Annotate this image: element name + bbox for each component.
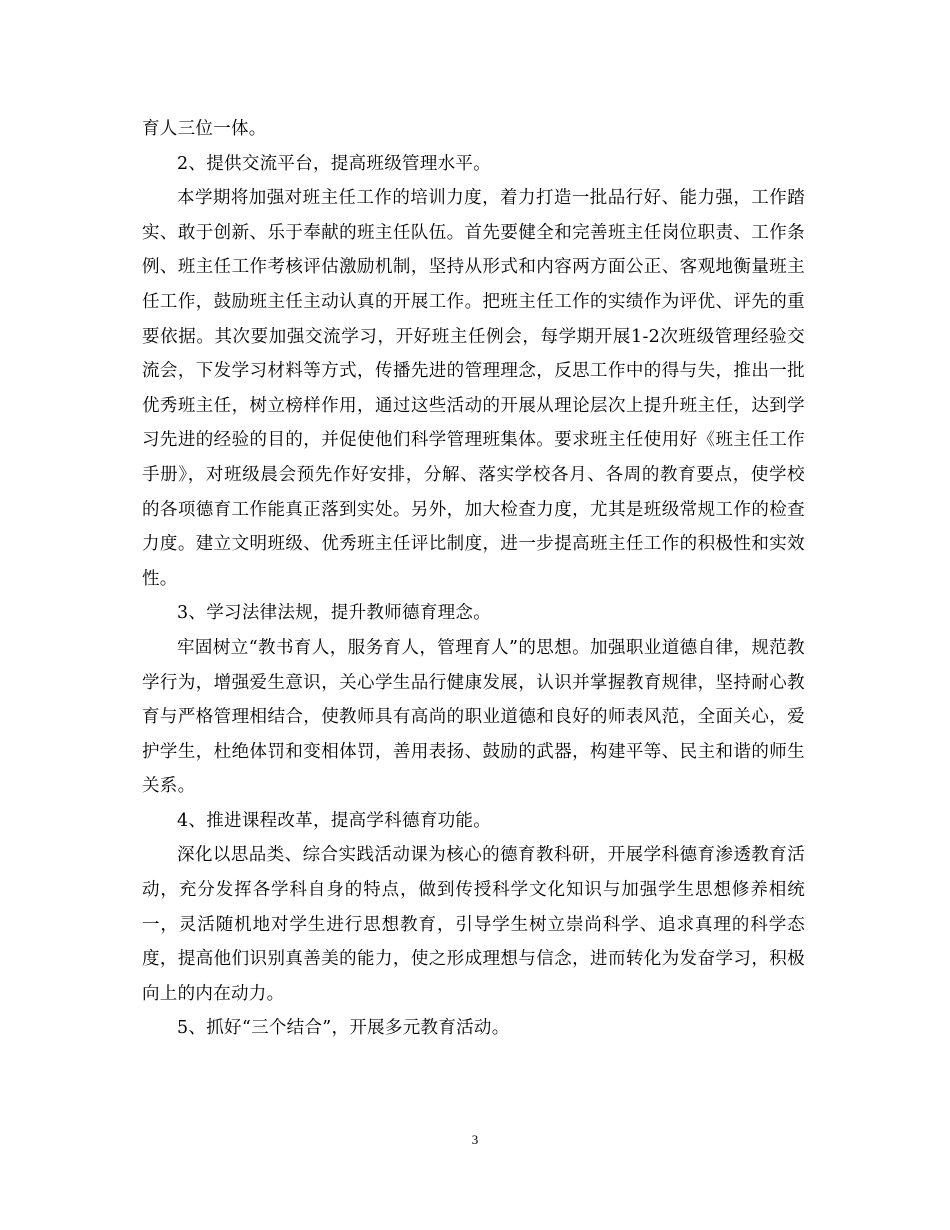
section-heading-5: 5、抓好“三个结合”，开展多元教育活动。 — [177, 1018, 510, 1039]
paragraph: 本学期将加强对班主任工作的培训力度，着力打造一批品行好、能力强，工作踏实、敢于创新、乐于奉献的班主任队伍。首先要健全和完善班主任岗位职责、工作条例、班主任工作考核评估激励机制，坚持从形式和内容两方面公正、客观地衡量班主任工作，鼓励班主任主动认真的开展工作。把班主任工作的实绩作为评优、评先的重要依据。其次要加强交流学习，开好班主任例会，每学期开展1-2次班级管理经验交流会，下发学习材料等方式，传播先进的管理理念，反思工作中的得与失，推出一批优秀班主任，树立榜样作用，通过这些活动的开展从理论层次上提升班主任，达到学习先进的经验的目的，并促使他们科学管理班集体。要求班主任使用好《班主任工作手册》，对班级晨会预先作好安排，分解、落实学校各月、各周的教育要点，使学校的各项德育工作能真正落到实处。另外，加大检查力度，尤其是班级常规工作的检查力度。建立文明班级、优秀班主任评比制度，进一步提高班主任工作的积极性和实效性。 — [142, 188, 805, 589]
paragraph: 深化以思品类、综合实践活动课为核心的德育教科研，开展学科德育渗透教育活动，充分发挥各学科自身的特点，做到传授科学文化知识与加强学生思想修养相统一，灵活随机地对学生进行思想教育，引导学生树立崇尚科学、追求真理的科学态度，提高他们识别真善美的能力，使之形成理想与信念，进而转化为发奋学习，积极向上的内在动力。 — [142, 845, 805, 1004]
page-number: 3 — [471, 1132, 479, 1147]
body-text — [142, 112, 805, 1046]
section-heading-2: 2、提供交流平台，提高班级管理水平。 — [177, 153, 492, 174]
paragraph-continuation: 育人三位一体。 — [142, 119, 267, 139]
section-heading-3: 3、学习法律法规，提升教师德育理念。 — [177, 603, 492, 624]
paragraph: 牢固树立“教书育人，服务育人，管理育人”的思想。加强职业道德自律，规范教学行为，增强爱生意识，关心学生品行健康发展，认识并掌握教育规律，坚持耐心教育与严格管理相结合，使教师具有高尚的职业道德和良好的师表风范，全面关心，爱护学生，杜绝体罚和变相体罚，善用表扬、鼓励的武器，构建平等、民主和谐的师生关系。 — [142, 637, 805, 797]
section-heading-4: 4、推进课程改革，提高学科德育功能。 — [177, 810, 492, 831]
